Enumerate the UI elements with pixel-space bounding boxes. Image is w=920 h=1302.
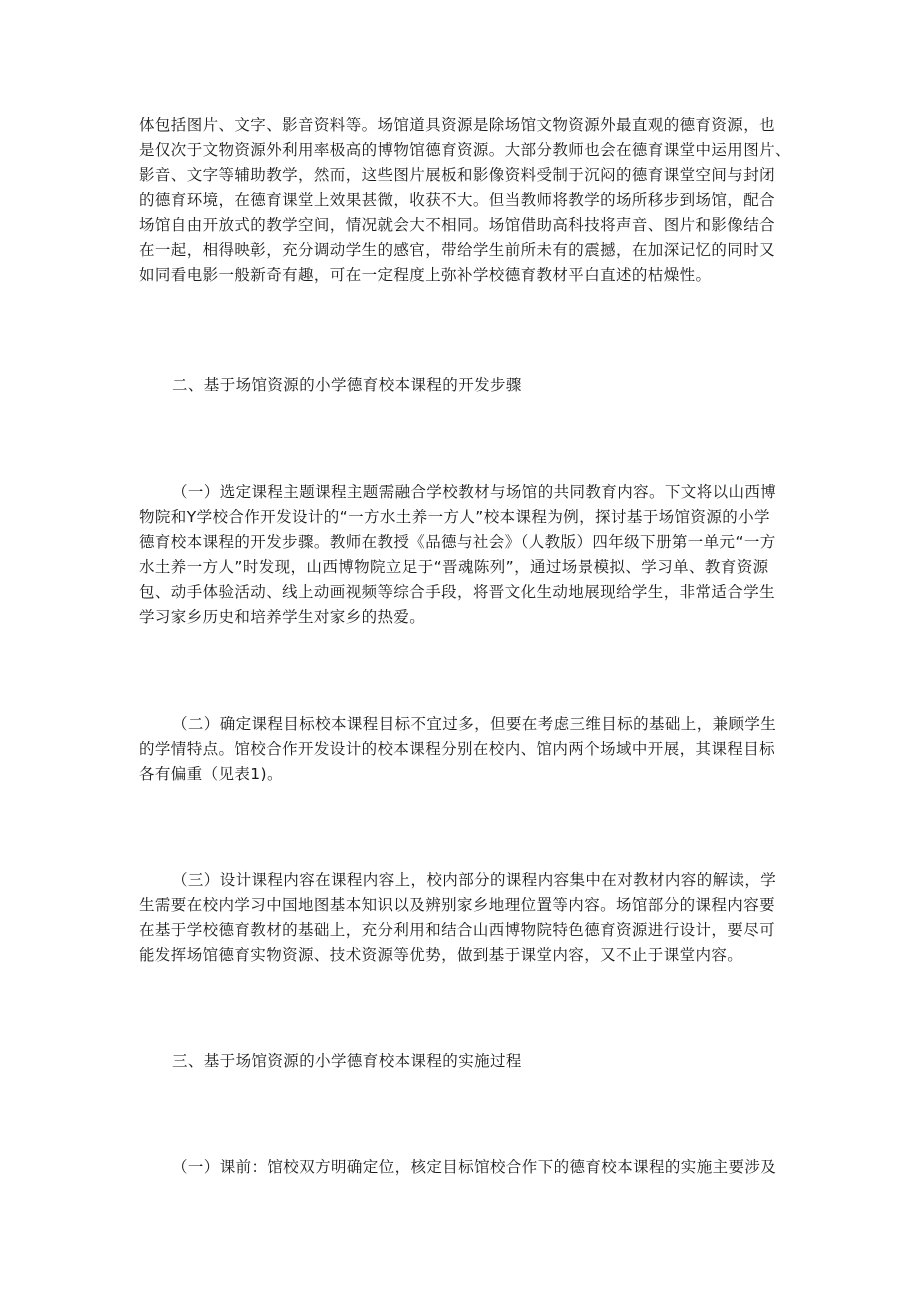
paragraph-course-goals [139, 712, 784, 787]
text-line: （一）课前：馆校双方明确定位，核定目标馆校合作下的德育校本课程的实施主要涉及 [172, 1158, 777, 1176]
text-line: 各有偏重（见表1)。 [139, 765, 283, 783]
text-line: 的学情特点。馆校合作开发设计的校本课程分别在校内、馆内两个场域中开展，其课程目标 [139, 740, 776, 758]
text-line: （一）选定课程主题课程主题需融合学校教材与场馆的共同教育内容。下文将以山西博 [172, 483, 777, 501]
text-line: 影音、文字等辅助教学，然而，这些图片展板和影像资料受制于沉闷的德育课堂空间与封闭 [139, 166, 776, 184]
text-line: 学习家乡历史和培养学生对家乡的热爱。 [139, 608, 426, 626]
text-line: 在基于学校德育教材的基础上，充分利用和结合山西博物院特色德育资源进行设计，要尽可 [139, 921, 776, 939]
section-heading-development-steps: 二、基于场馆资源的小学德育校本课程的开发步骤 [172, 376, 522, 394]
text-line: 生需要在校内学习中国地图基本知识以及辨别家乡地理位置等内容。场馆部分的课程内容要 [139, 896, 776, 914]
text-line: （三）设计课程内容在课程内容上，校内部分的课程内容集中在对教材内容的解读，学 [172, 871, 777, 889]
text-line: 在一起，相得映彰，充分调动学生的感官，带给学生前所未有的震撼，在加深记忆的同时又 [139, 241, 776, 259]
text-line: 如同看电影一般新奇有趣，可在一定程度上弥补学校德育教材平白直述的枯燥性。 [139, 266, 712, 284]
section-heading-implementation: 三、基于场馆资源的小学德育校本课程的实施过程 [172, 1052, 522, 1070]
text-line: 的德育环境，在德育课堂上效果甚微，收获不大。但当教师将教学的场所移步到场馆，配合 [139, 191, 776, 209]
text-line: 体包括图片、文字、影音资料等。场馆道具资源是除场馆文物资源外最直观的德育资源，也 [139, 116, 776, 134]
text-line: 是仅次于文物资源外利用率极高的博物馆德育资源。大部分教师也会在德育课堂中运用图片、 [139, 141, 791, 159]
text-line: 德育校本课程的开发步骤。教师在教授《品德与社会》（人教版）四年级下册第一单元“一方 [139, 533, 776, 551]
text-line: 场馆自由开放式的教学空间，情况就会大不相同。场馆借助高科技将声音、图片和影像结合 [139, 216, 776, 234]
text-line: （二）确定课程目标校本课程目标不宜过多，但要在考虑三维目标的基础上，兼顾学生 [172, 715, 777, 733]
text-line: 能发挥场馆德育实物资源、技术资源等优势，做到基于课堂内容，又不止于课堂内容。 [139, 946, 744, 964]
paragraph-museum-resources [139, 113, 791, 288]
paragraph-course-content [139, 868, 784, 968]
paragraph-select-theme [139, 480, 784, 630]
text-line: 水土养一方人”时发现，山西博物院立足于“晋魂陈列”，通过场景模拟、学习单、教育资源 [139, 558, 769, 576]
text-line: 物院和Y学校合作开发设计的“一方水土养一方人”校本课程为例，探讨基于场馆资源的小学 [139, 508, 770, 526]
paragraph-before-class [139, 1155, 784, 1180]
text-line: 包、动手体验活动、线上动画视频等综合手段，将晋文化生动地展现给学生，非常适合学生 [139, 583, 776, 601]
